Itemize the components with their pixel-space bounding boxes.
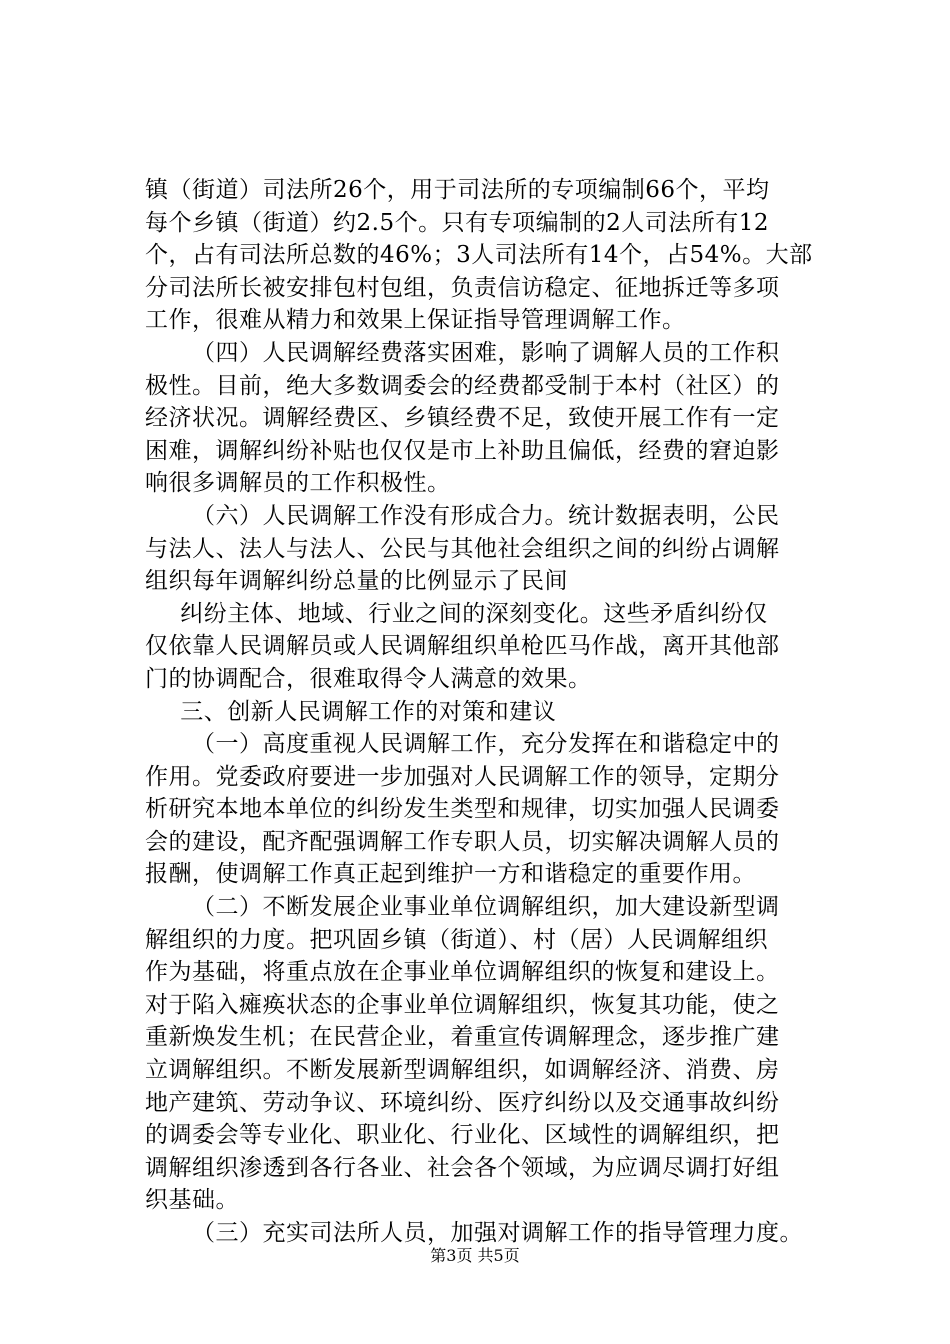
text-line: 纠纷主体、地域、行业之间的深刻变化。这些矛盾纠纷仅 <box>180 600 768 627</box>
text-line: 调解组织渗透到各行各业、社会各个领域，为应调尽调打好组 <box>145 1154 780 1181</box>
text-line: 工作，很难从精力和效果上保证指导管理调解工作。 <box>145 307 686 334</box>
text-line: 立调解组织。不断发展新型调解组织，如调解经济、消费、房 <box>145 1057 780 1084</box>
text-line: 重新焕发生机；在民营企业，着重宣传调解理念，逐步推广建 <box>145 1024 780 1051</box>
text-line: 解组织的力度。把巩固乡镇（街道）、村（居）人民调解组织 <box>145 926 768 953</box>
text-line: 镇（街道）司法所26个，用于司法所的专项编制66个，平均 <box>145 177 770 203</box>
document-body <box>145 174 835 1250</box>
text-line: 会的建设，配齐配强调解工作专职人员，切实解决调解人员的 <box>145 828 780 855</box>
text-line: （三）充实司法所人员，加强对调解工作的指导管理力度。 <box>192 1220 803 1246</box>
text-line: 门的协调配合，很难取得令人满意的效果。 <box>145 665 592 692</box>
text-line: 极性。目前，绝大多数调委会的经费都受制于本村（社区）的 <box>145 372 780 399</box>
text-line: 经济状况。调解经费区、乡镇经费不足，致使开展工作有一定 <box>145 405 780 432</box>
text-line: 地产建筑、劳动争议、环境纠纷、医疗纠纷以及交通事故纠纷 <box>145 1089 780 1116</box>
text-line: 分司法所长被安排包村包组，负责信访稳定、征地拆迁等多项 <box>145 274 780 301</box>
text-line: 作为基础，将重点放在企事业单位调解组织的恢复和建设上。 <box>145 959 780 986</box>
text-line: 的调委会等专业化、职业化、行业化、区域性的调解组织，把 <box>145 1122 780 1149</box>
text-line: 对于陷入瘫痪状态的企事业单位调解组织，恢复其功能，使之 <box>145 991 780 1018</box>
text-line: 织基础。 <box>145 1187 239 1214</box>
text-line: 作用。党委政府要进一步加强对人民调解工作的领导，定期分 <box>145 763 780 790</box>
text-line: 析研究本地本单位的纠纷发生类型和规律，切实加强人民调委 <box>145 796 780 823</box>
text-line: 报酬，使调解工作真正起到维护一方和谐稳定的重要作用。 <box>145 861 756 888</box>
text-line: 每个乡镇（街道）约2.5个。只有专项编制的2人司法所有12 <box>145 209 769 236</box>
text-line: 组织每年调解纠纷总量的比例显示了民间 <box>145 568 568 595</box>
text-line: （一）高度重视人民调解工作，充分发挥在和谐稳定中的 <box>192 731 780 758</box>
text-line: （四）人民调解经费落实困难，影响了调解人员的工作积 <box>192 339 780 366</box>
text-line: 仅依靠人民调解员或人民调解组织单枪匹马作战，离开其他部 <box>145 633 780 660</box>
text-line: 响很多调解员的工作积极性。 <box>145 470 451 497</box>
text-line: 困难，调解纠纷补贴也仅仅是市上补助且偏低，经费的窘迫影 <box>145 437 780 464</box>
text-line: 个，占有司法所总数的46%；3人司法所有14个，占54%。大部 <box>145 242 813 269</box>
page-footer: 第3页 共5页 <box>430 1246 520 1265</box>
text-line: 三、创新人民调解工作的对策和建议 <box>180 698 557 725</box>
text-line: （六）人民调解工作没有形成合力。统计数据表明，公民 <box>192 502 780 529</box>
text-line: （二）不断发展企业事业单位调解组织，加大建设新型调 <box>192 894 780 921</box>
text-line: 与法人、法人与法人、公民与其他社会组织之间的纠纷占调解 <box>145 535 780 562</box>
